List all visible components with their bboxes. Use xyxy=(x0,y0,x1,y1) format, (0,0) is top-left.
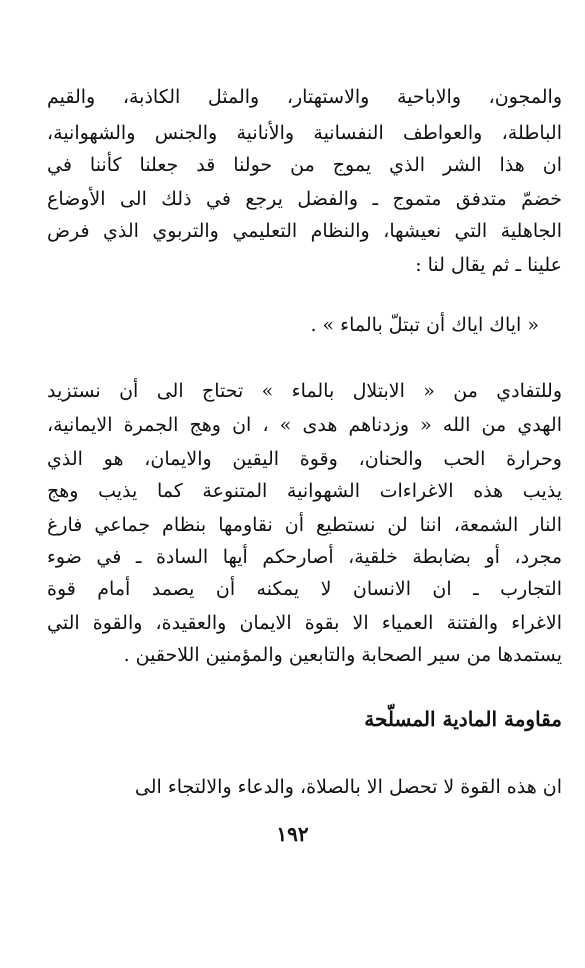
paragraph-2-line-3: وحرارة الحب والحنان، وقوة اليقين والايمان، هو الذي xyxy=(47,448,562,470)
paragraph-2-line-9: يستمدها من سير الصحابة والتابعين والمؤمنين اللاحقين . xyxy=(123,644,562,666)
section-heading: مقاومة المادية المسلّحة xyxy=(364,707,562,731)
paragraph-2-line-1: وللتفادي من « الابتلال بالماء » تحتاج الى أن نستزيد xyxy=(47,380,562,402)
paragraph-2-line-5: النار الشمعة، اننا لن نستطيع أن نقاومها بنظام جماعي فارغ xyxy=(47,514,562,536)
paragraph-1-line-4: خضمّ متدفق متموج ـ والفضل يرجع في ذلك الى الأوضاع xyxy=(47,188,562,210)
paragraph-2-line-6: مجرد، أو بضابطة خلقية، أصارحكم أيها السادة ـ في ضوء xyxy=(47,546,562,568)
paragraph-2-line-8: الاغراء والفتنة العمياء الا بقوة الايمان والعقيدة، والقوة التي xyxy=(47,612,562,634)
page-number: ١٩٢ xyxy=(276,822,309,846)
paragraph-2-line-2: الهدي من الله « وزدناهم هدى » ، ان وهج الجمرة الايمانية، xyxy=(47,414,562,436)
paragraph-1-line-3: ان هذا الشر الذي يموج من حولنا قد جعلنا كأننا في xyxy=(47,154,562,176)
paragraph-2-line-7: التجارب ـ ان الانسان لا يمكنه أن يصمد أمام قوة xyxy=(47,578,562,600)
paragraph-2-line-4: يذيب هذه الاغراءات الشهوانية المتنوعة كما يذيب وهج xyxy=(47,480,562,502)
paragraph-1-line-5: الجاهلية التي نعيشها، والنظام التعليمي والتربوي الذي فرض xyxy=(47,220,562,242)
quoted-saying: « اياك اياك أن تبتلّ بالماء » . xyxy=(310,314,539,336)
paragraph-1-line-2: الباطلة، والعواطف النفسانية والأنانية والجنس والشهوانية، xyxy=(47,122,562,144)
paragraph-3-line-1: ان هذه القوة لا تحصل الا بالصلاة، والدعاء والالتجاء الى xyxy=(134,776,562,798)
paragraph-1-line-1: والمجون، والاباحية والاستهتار، والمثل الكاذبة، والقيم xyxy=(47,86,562,108)
paragraph-1-line-6: علينا ـ ثم يقال لنا : xyxy=(415,254,562,276)
